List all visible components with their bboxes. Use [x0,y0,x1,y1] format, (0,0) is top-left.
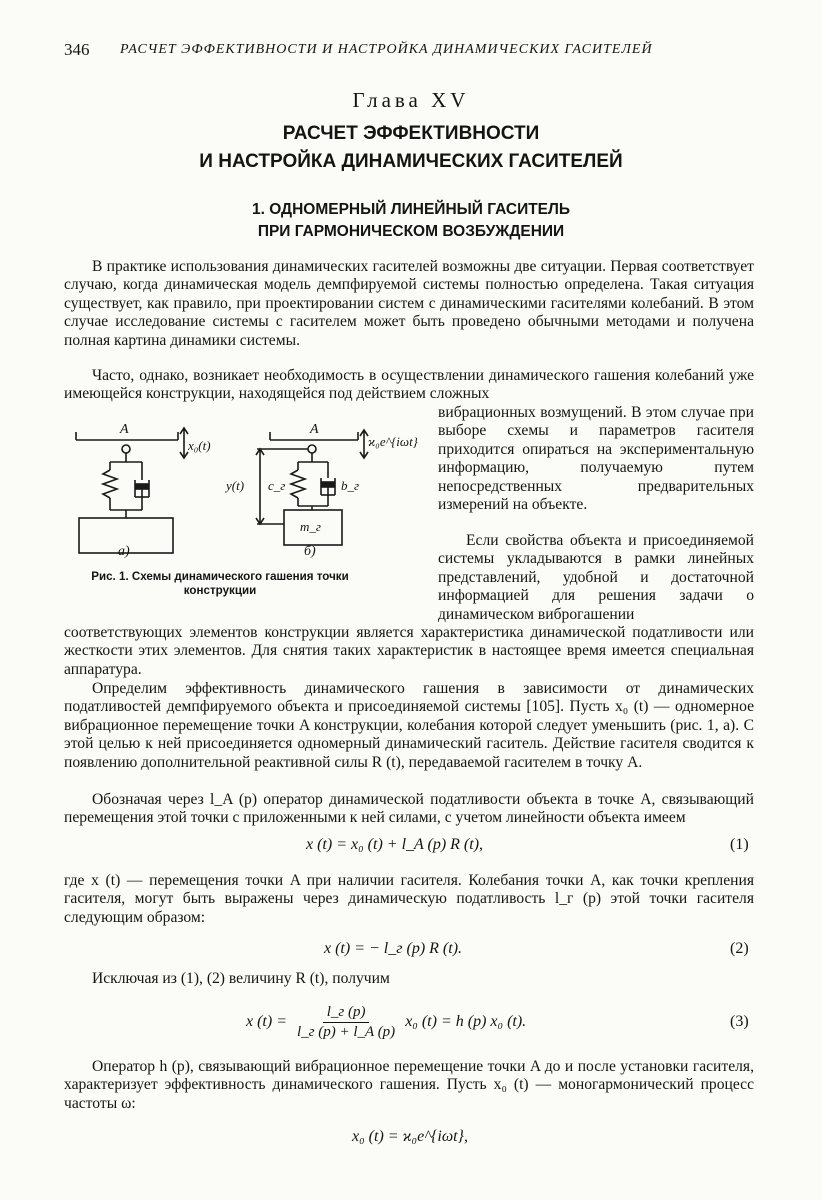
paragraph-6: где x (t) — перемещения точки A при наличии гасителя. Колебания точки A, как точки крепления гасителя, могут быть выражены через динамическую податливость l_г (p) этой точки гасителя следующим образом: [64,872,754,926]
equation-2: x (t) = − l_г (p) R (t). [324,940,463,957]
chapter-label: Глава XV [352,88,470,112]
label-x0-exp: ϰ₀e^{iωt} [368,434,418,449]
equation-3-number: (3) [730,1013,749,1030]
paragraph-5: Обозначая через l_A (p) оператор динамической податливости объекта в точке A, связывающий перемещения этой точки с приложенными к ней силами, с учетом линейности объекта имеем [64,791,754,827]
section-title-line2: ПРИ ГАРМОНИЧЕСКОМ ВОЗБУЖДЕНИИ [257,223,565,240]
chapter-title-line1: РАСЧЕТ ЭФФЕКТИВНОСТИ [282,123,540,144]
paragraph-8: Оператор h (p), связывающий вибрационное перемещение точки A до и после установки гасителя, характеризует эффективность динамического гашения. Пусть x₀ (t) — моногармонический процесс частоты ω: [64,1058,754,1112]
chapter-title-line2: И НАСТРОЙКА ДИНАМИЧЕСКИХ ГАСИТЕЛЕЙ [199,151,623,172]
figure-label-a: а) [118,544,130,559]
label-a-point: A [120,422,129,437]
equation-3-numerator: l_г (p) [323,1004,370,1023]
section-title [0,199,822,243]
page-number: 346 [64,40,90,59]
label-mg: m_г [300,519,321,534]
equation-3 [246,1002,526,1042]
equation-4: x₀ (t) = ϰ₀e^{iωt}, [352,1128,468,1145]
paragraph-2-full: Часто, однако, возникает необходимость в осуществлении динамического гашения колебаний уже имеющейся конструкции, находящейся под действием сложных [64,367,754,403]
label-b-point: A [310,422,319,437]
figure-caption: Рис. 1. Схемы динамического гашения точки конструкции [91,570,349,597]
equation-1-number: (1) [730,836,749,853]
paragraph-4: Определим эффективность динамического гашения в зависимости от динамических податливостей демпфируемого объекта и присоединяемой системы [105]. Пусть x₀ (t) — одномерное вибрационное перемещение точки A конструкции, колебания которой следует уменьшить (рис. 1, а). С этой целью к ней присоединяется одномерный динамический гаситель. Действие гасителя сводится к появлению дополнительной реактивной силы R (t), передаваемой гасителем в точку A. [64,680,754,771]
equation-2-number: (2) [730,940,749,957]
figure-label-b: б) [304,544,316,559]
paragraph-2-wrap: вибрационных возмущений. В этом случае при выборе схемы и параметров гасителя приходится опираться на экспериментальную информацию, получаемую путем непосредственных предварительных измерений на объекте. [438,404,754,514]
label-bg: b_г [341,478,360,493]
chapter-title [0,120,822,176]
label-cg: c_г [268,478,286,493]
paragraph-1: В практике использования динамических гасителей возможны две ситуации. Первая соответствует случаю, когда динамическая модель демпфируемой системы полностью определена. Такая ситуация существует, как правило, при проектировании систем с динамическими гасителями колебаний. В этом случае исследование системы с гасителем может быть проведено обычными методами и получена полная картина динамики системы. [64,258,754,349]
equation-3-denominator: l_г (p) + l_A (p) [297,1023,396,1040]
running-title: РАСЧЕТ ЭФФЕКТИВНОСТИ И НАСТРОЙКА ДИНАМИЧЕСКИХ ГАСИТЕЛЕЙ [120,42,653,57]
scheme-a [76,428,188,553]
equation-3-fraction [293,1004,399,1041]
paragraph-3-wrap: Если свойства объекта и присоединяемой системы укладываются в рамки линейных представлений, удобной и достаточной информацией для решения задачи о динамическом виброгашении [438,532,754,623]
equation-3-lhs: x (t) = [246,1013,287,1030]
paragraph-7: Исключая из (1), (2) величину R (t), получим [92,970,390,987]
section-title-line1: 1. ОДНОМЕРНЫЙ ЛИНЕЙНЫЙ ГАСИТЕЛЬ [251,201,571,218]
paragraph-3-full: соответствующих элементов конструкции является характеристика динамической податливости или жесткости этих элементов. Для снятия таких характеристик в настоящее время имеется специальная аппаратура. [64,624,754,678]
label-yt: y(t) [226,478,245,493]
figure-1 [60,418,420,628]
equation-3-rhs: x₀ (t) = h (p) x₀ (t). [405,1013,527,1030]
label-x0t: x₀(t) [188,438,211,453]
equation-1: x (t) = x₀ (t) + l_A (p) R (t), [306,836,484,853]
